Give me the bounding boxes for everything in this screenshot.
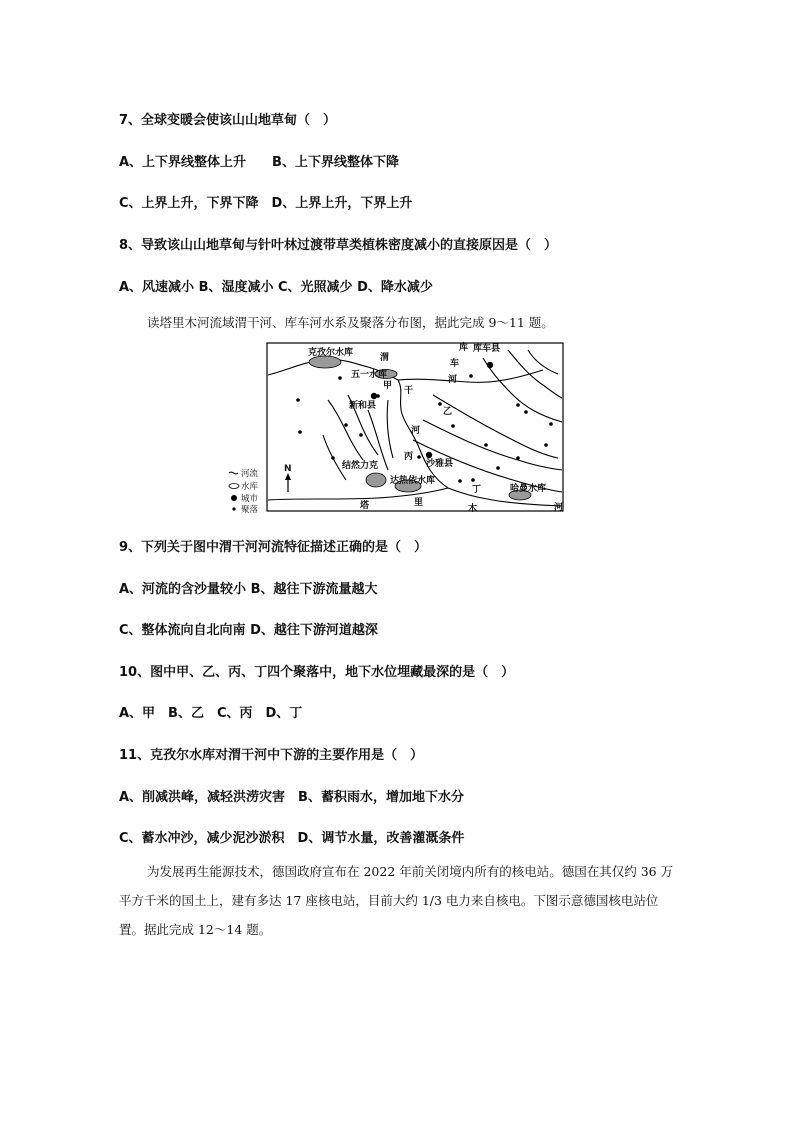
label-yi: 乙 xyxy=(443,407,453,417)
legend-river: 河流 xyxy=(241,469,259,479)
label-hamann: 哈曼水库 xyxy=(510,484,547,494)
q11-options-cd: C、蓄水冲沙，减少泥沙淤积 D、调节水量，改善灌溉条件 xyxy=(119,831,465,846)
map-legend xyxy=(229,468,259,515)
north-label: N xyxy=(284,464,292,474)
label-kuche: 库车县 xyxy=(473,344,501,354)
legend-reservoir-symbol xyxy=(229,484,239,489)
label-mu: 木 xyxy=(468,504,478,514)
q9-stem: 9、下列关于图中渭干河河流特征描述正确的是（ ） xyxy=(119,540,428,555)
label-wuyi: 五一水库 xyxy=(351,370,388,380)
intro-9-11: 读塔里木河流域渭干河、库车河水系及聚落分布图，据此完成 9～11 题。 xyxy=(147,315,554,330)
legend-settlement: 聚落 xyxy=(241,505,259,515)
q8-options: A、风速减小 B、湿度减小 C、光照减少 D、降水减少 xyxy=(119,280,433,295)
label-wei: 渭 xyxy=(380,353,390,363)
city-kuche xyxy=(487,362,493,368)
q7-options-cd: C、上界上升，下界下降 D、上界上升，下界上升 xyxy=(119,196,413,211)
q11-stem: 11、克孜尔水库对渭干河中下游的主要作用是（ ） xyxy=(119,748,424,763)
legend-river-symbol xyxy=(229,472,238,474)
label-ku: 库 xyxy=(459,343,469,353)
legend-city-symbol xyxy=(231,495,237,501)
q9-options-cd: C、整体流向自北向南 D、越往下游河道越深 xyxy=(119,623,378,638)
label-he: 河 xyxy=(411,426,421,436)
q10-stem: 10、图中甲、乙、丙、丁四个聚落中，地下水位埋藏最深的是（ ） xyxy=(119,665,515,680)
legend-city: 城市 xyxy=(241,494,259,504)
q7-stem: 7、全球变暖会使该山山地草甸（ ） xyxy=(119,113,337,128)
label-gan: 干 xyxy=(404,386,414,396)
label-shaya: 沙雅县 xyxy=(426,459,454,469)
reservoir-jieran xyxy=(366,473,386,487)
q7-options-ab: A、上下界线整体上升 B、上下界线整体下降 xyxy=(119,155,399,170)
legend-reservoir: 水库 xyxy=(241,482,259,492)
river-map xyxy=(228,340,568,515)
river-map-figure xyxy=(228,340,568,515)
label-ding: 丁 xyxy=(472,485,482,495)
label-che: 车 xyxy=(450,359,460,369)
label-jia: 甲 xyxy=(383,381,393,391)
legend-settlement-symbol xyxy=(232,507,235,510)
label-darehy: 达热依水库 xyxy=(390,476,436,486)
q11-options-ab: A、削减洪峰，减轻洪涝灾害 B、蓄积雨水，增加地下水分 xyxy=(119,790,464,805)
city-shaya xyxy=(426,452,432,458)
label-jieran: 结然力克 xyxy=(342,461,379,471)
label-bing: 丙 xyxy=(404,452,414,462)
q10-options: A、甲 B、乙 C、丙 D、丁 xyxy=(119,706,303,721)
label-kezier: 克孜尔水库 xyxy=(308,348,354,358)
label-ta: 塔 xyxy=(360,501,370,511)
label-li: 里 xyxy=(414,498,424,508)
label-he3: 河 xyxy=(448,375,458,385)
label-xinhe: 新和县 xyxy=(349,401,377,411)
q8-stem: 8、导致该山山地草甸与针叶林过渡带草类植株密度减小的直接原因是（ ） xyxy=(119,238,558,253)
intro-12-14: 为发展再生能源技术，德国政府宣布在 2022 年前关闭境内所有的核电站。德国在其仅约 36 万平方千米的国土上，建有多达 17 座核电站，目前大约 1/3 电力来自核电。下图示意德国核电站位置。据此完成 12～14 题。 xyxy=(119,864,674,937)
q9-options-ab: A、河流的含沙量较小 B、越往下游流量越大 xyxy=(119,582,378,597)
label-he2: 河 xyxy=(554,503,564,513)
